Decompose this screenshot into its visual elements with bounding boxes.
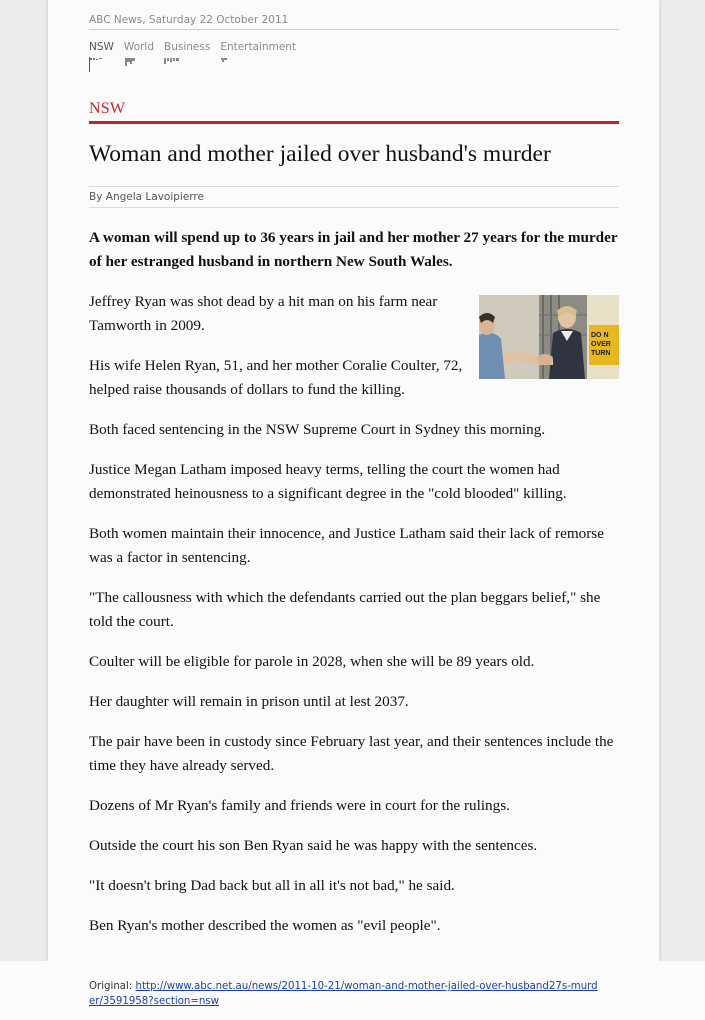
nav-item-world[interactable] [124, 41, 154, 68]
article-paragraph: Both faced sentencing in the NSW Supreme Court in Sydney this morning. [89, 421, 546, 438]
article-paragraph: Ben Ryan's mother described the women as "evil people". [89, 917, 441, 934]
footer [0, 961, 705, 1020]
article-paragraph: "It doesn't bring Dad back but all in all it's not bad," he said. [89, 877, 455, 894]
section-label: NSW [89, 100, 126, 117]
article-lead: A woman will spend up to 36 years in jail and her mother 27 years for the murder of her estranged husband in northern New South Wales. [89, 229, 618, 270]
nav-item-label: World [123, 41, 154, 53]
nav-item-entertainment[interactable] [220, 41, 296, 68]
activity-sparkline-icon [220, 56, 236, 68]
article-paragraph: Justice Megan Latham imposed heavy terms, telling the court the women had demonstrated heinousness to a significant degree in the "cold blooded" killing. [89, 461, 567, 502]
section-nav [89, 41, 306, 68]
article-paragraph: The pair have been in custody since February last year, and their sentences include the time they have already served. [89, 733, 614, 774]
article-paragraph: Her daughter will remain in prison until at lest 2037. [89, 693, 409, 710]
nav-item-business[interactable] [164, 41, 210, 68]
nav-item-nsw[interactable] [89, 41, 114, 68]
article-body [89, 226, 619, 954]
nav-item-label: NSW [89, 41, 114, 53]
article-paragraph: Dozens of Mr Ryan's family and friends were in court for the rulings. [89, 797, 510, 814]
article-paragraph: "The callousness with which the defendants carried out the plan beggars belief," she told the court. [89, 589, 601, 630]
activity-sparkline-icon [89, 56, 105, 68]
activity-sparkline-icon [124, 56, 140, 68]
article-paragraph: Jeffrey Ryan was shot dead by a hit man on his farm near Tamworth in 2009. [89, 293, 438, 334]
activity-sparkline-icon [164, 56, 184, 68]
original-label: Original: [89, 981, 133, 992]
masthead: ABC News, Saturday 22 October 2011 [89, 14, 619, 30]
active-tab-marker [89, 57, 90, 72]
svg-text:OVER: OVER [591, 341, 611, 348]
nav-item-label: Business [164, 41, 211, 53]
byline: By Angela Lavoipierre [89, 186, 619, 208]
nav-item-label: Entertainment [220, 41, 297, 53]
page-card [48, 0, 659, 961]
article-paragraph: His wife Helen Ryan, 51, and her mother Coralie Coulter, 72, helped raise thousands of dollars to fund the killing. [89, 357, 463, 398]
svg-text:TURN: TURN [591, 350, 611, 357]
article-photo[interactable] [479, 295, 619, 379]
original-source-link[interactable]: http://www.abc.net.au/news/2011-10-21/woman-and-mother-jailed-over-husband27s-murder/3591958?section=nsw [89, 981, 598, 1007]
article-headline: Woman and mother jailed over husband's murder [89, 141, 551, 167]
section-divider [89, 121, 619, 124]
article-paragraph: Both women maintain their innocence, and Justice Latham said their lack of remorse was a factor in sentencing. [89, 525, 604, 566]
article-paragraph: Outside the court his son Ben Ryan said he was happy with the sentences. [89, 837, 538, 854]
article-paragraph: Coulter will be eligible for parole in 2028, when she will be 89 years old. [89, 653, 535, 670]
svg-text:DO N: DO N [591, 332, 609, 339]
original-source [89, 979, 599, 1009]
